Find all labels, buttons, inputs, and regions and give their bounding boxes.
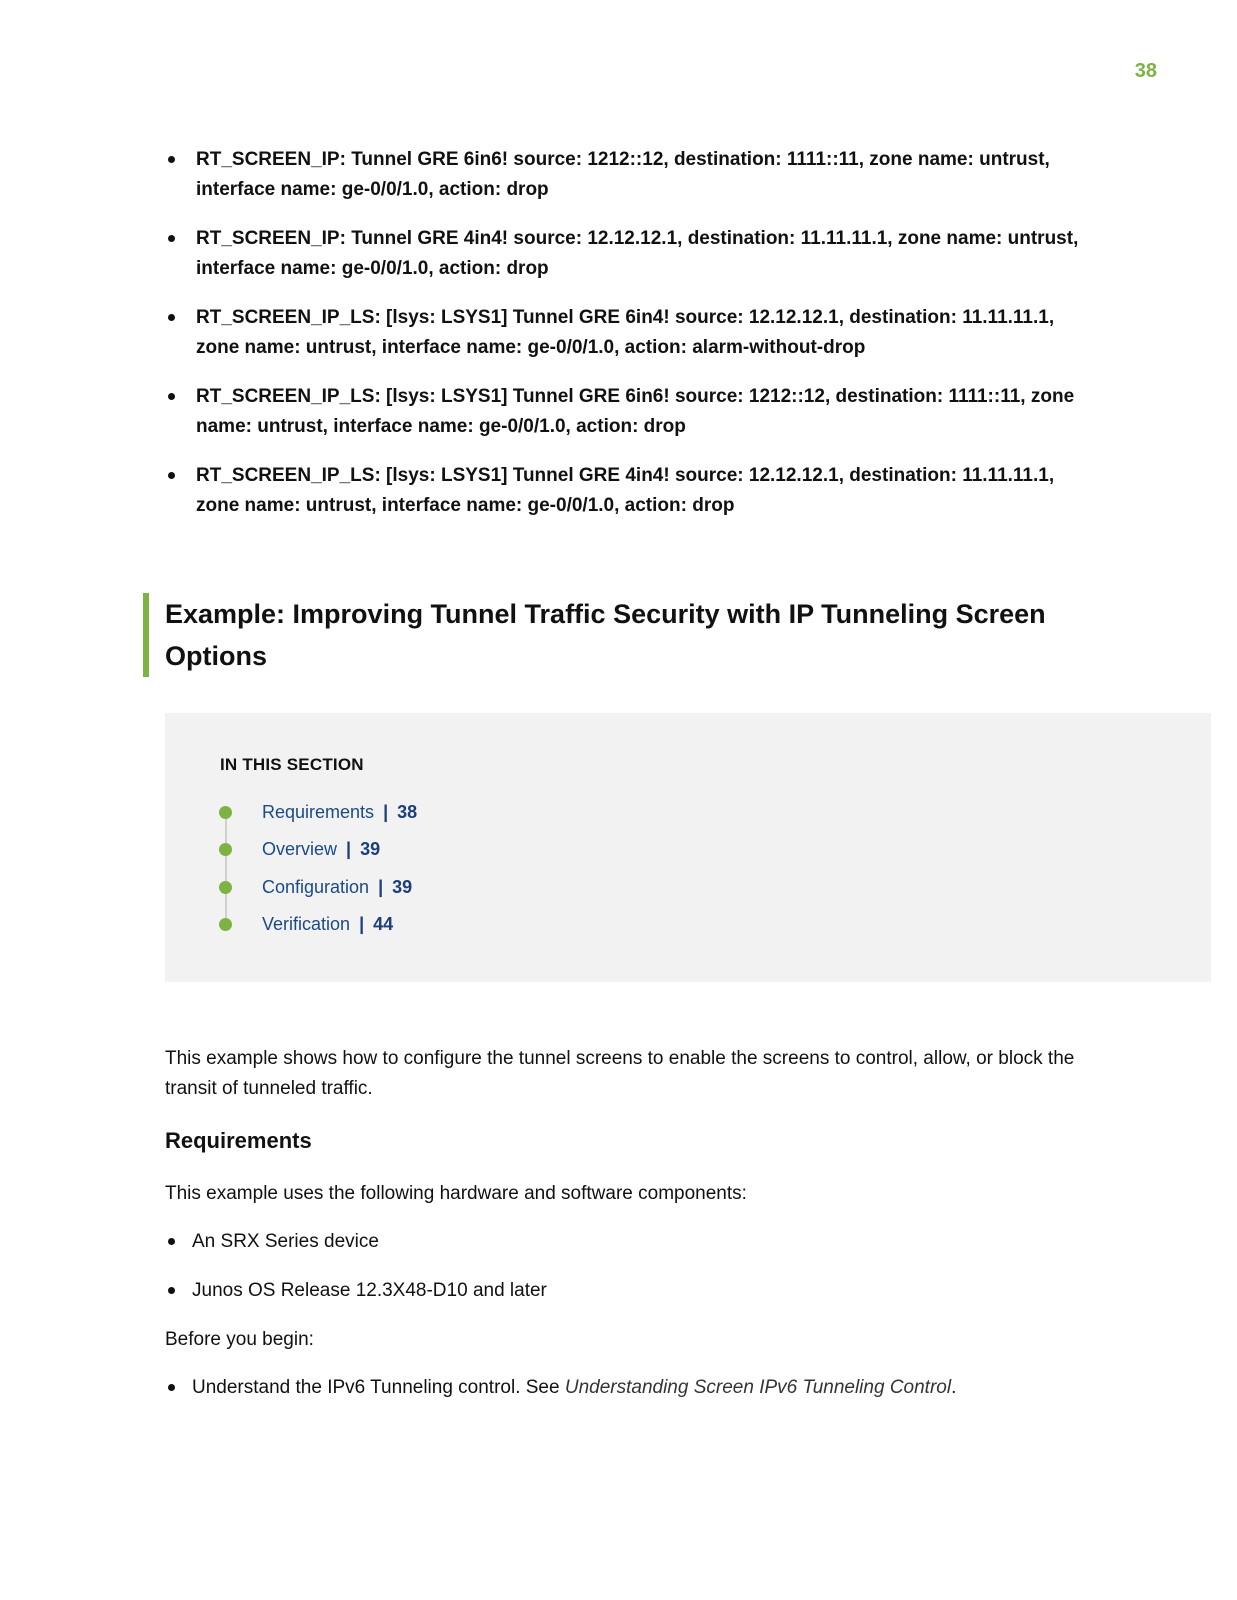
toc-item-requirements[interactable] bbox=[219, 800, 417, 824]
bullet-dot-icon bbox=[219, 881, 232, 894]
toc-link[interactable]: Requirements bbox=[262, 801, 375, 822]
toc-link[interactable]: Configuration bbox=[262, 876, 370, 897]
toc-title: IN THIS SECTION bbox=[220, 755, 364, 774]
requirements-heading: Requirements bbox=[165, 1128, 312, 1153]
before-begin-text: Before you begin: bbox=[165, 1329, 314, 1350]
in-this-section-box bbox=[165, 713, 1211, 982]
prerequisite-end: . bbox=[951, 1377, 957, 1398]
bullet-dot-icon bbox=[219, 806, 232, 819]
toc-separator: | bbox=[383, 801, 389, 822]
toc-item-configuration[interactable] bbox=[219, 875, 412, 899]
prerequisite-text: Understand the IPv6 Tunneling control. See bbox=[192, 1377, 565, 1398]
list-item: Junos OS Release 12.3X48-D10 and later bbox=[168, 1276, 1088, 1306]
list-item: RT_SCREEN_IP: Tunnel GRE 6in6! source: 1212::12, destination: 1111::11, zone name: untrust, interface name: ge-0/0/1.0, action: drop bbox=[168, 145, 1088, 205]
toc-item-overview[interactable] bbox=[219, 837, 380, 861]
toc-link[interactable]: Verification bbox=[262, 913, 351, 934]
toc-page-number[interactable]: 39 bbox=[392, 876, 413, 897]
list-item: RT_SCREEN_IP_LS: [lsys: LSYS1] Tunnel GRE 4in4! source: 12.12.12.1, destination: 11.11.11.1, zone name: untrust, interface name: ge-0/0/1.0, action: drop bbox=[168, 461, 1088, 521]
toc-separator: | bbox=[346, 838, 352, 859]
toc-separator: | bbox=[359, 913, 365, 934]
components-list bbox=[168, 1227, 1088, 1306]
toc-page-number[interactable]: 38 bbox=[397, 801, 418, 822]
list-item: RT_SCREEN_IP_LS: [lsys: LSYS1] Tunnel GRE 6in6! source: 1212::12, destination: 1111::11, zone name: untrust, interface name: ge-0/0/1.0, action: drop bbox=[168, 382, 1088, 442]
toc-page-number[interactable]: 39 bbox=[360, 838, 381, 859]
intro-paragraph: This example shows how to configure the tunnel screens to enable the screens to control, allow, or block the transit of tunneled traffic. bbox=[165, 1048, 1075, 1099]
toc-page-number[interactable]: 44 bbox=[373, 913, 394, 934]
bullet-dot-icon bbox=[219, 843, 232, 856]
bullet-dot-icon bbox=[219, 918, 232, 931]
toc-link[interactable]: Overview bbox=[262, 838, 338, 859]
list-item: RT_SCREEN_IP: Tunnel GRE 4in4! source: 12.12.12.1, destination: 11.11.11.1, zone name: untrust, interface name: ge-0/0/1.0, action: drop bbox=[168, 224, 1088, 284]
log-example-list bbox=[168, 145, 1088, 540]
list-item bbox=[168, 1373, 1088, 1403]
cross-reference-link[interactable]: Understanding Screen IPv6 Tunneling Control bbox=[564, 1377, 952, 1398]
requirements-lead: This example uses the following hardware and software components: bbox=[165, 1183, 747, 1204]
toc-connector-line bbox=[225, 811, 227, 924]
section-title: Example: Improving Tunnel Traffic Security with IP Tunneling Screen Options bbox=[143, 593, 1085, 677]
page-number: 38 bbox=[1134, 60, 1157, 82]
toc-item-verification[interactable] bbox=[219, 912, 393, 936]
list-item: An SRX Series device bbox=[168, 1227, 1088, 1257]
toc-separator: | bbox=[378, 876, 384, 897]
list-item: RT_SCREEN_IP_LS: [lsys: LSYS1] Tunnel GRE 6in4! source: 12.12.12.1, destination: 11.11.11.1, zone name: untrust, interface name: ge-0/0/1.0, action: alarm-without-drop bbox=[168, 303, 1088, 363]
prerequisite-list bbox=[168, 1373, 1088, 1403]
